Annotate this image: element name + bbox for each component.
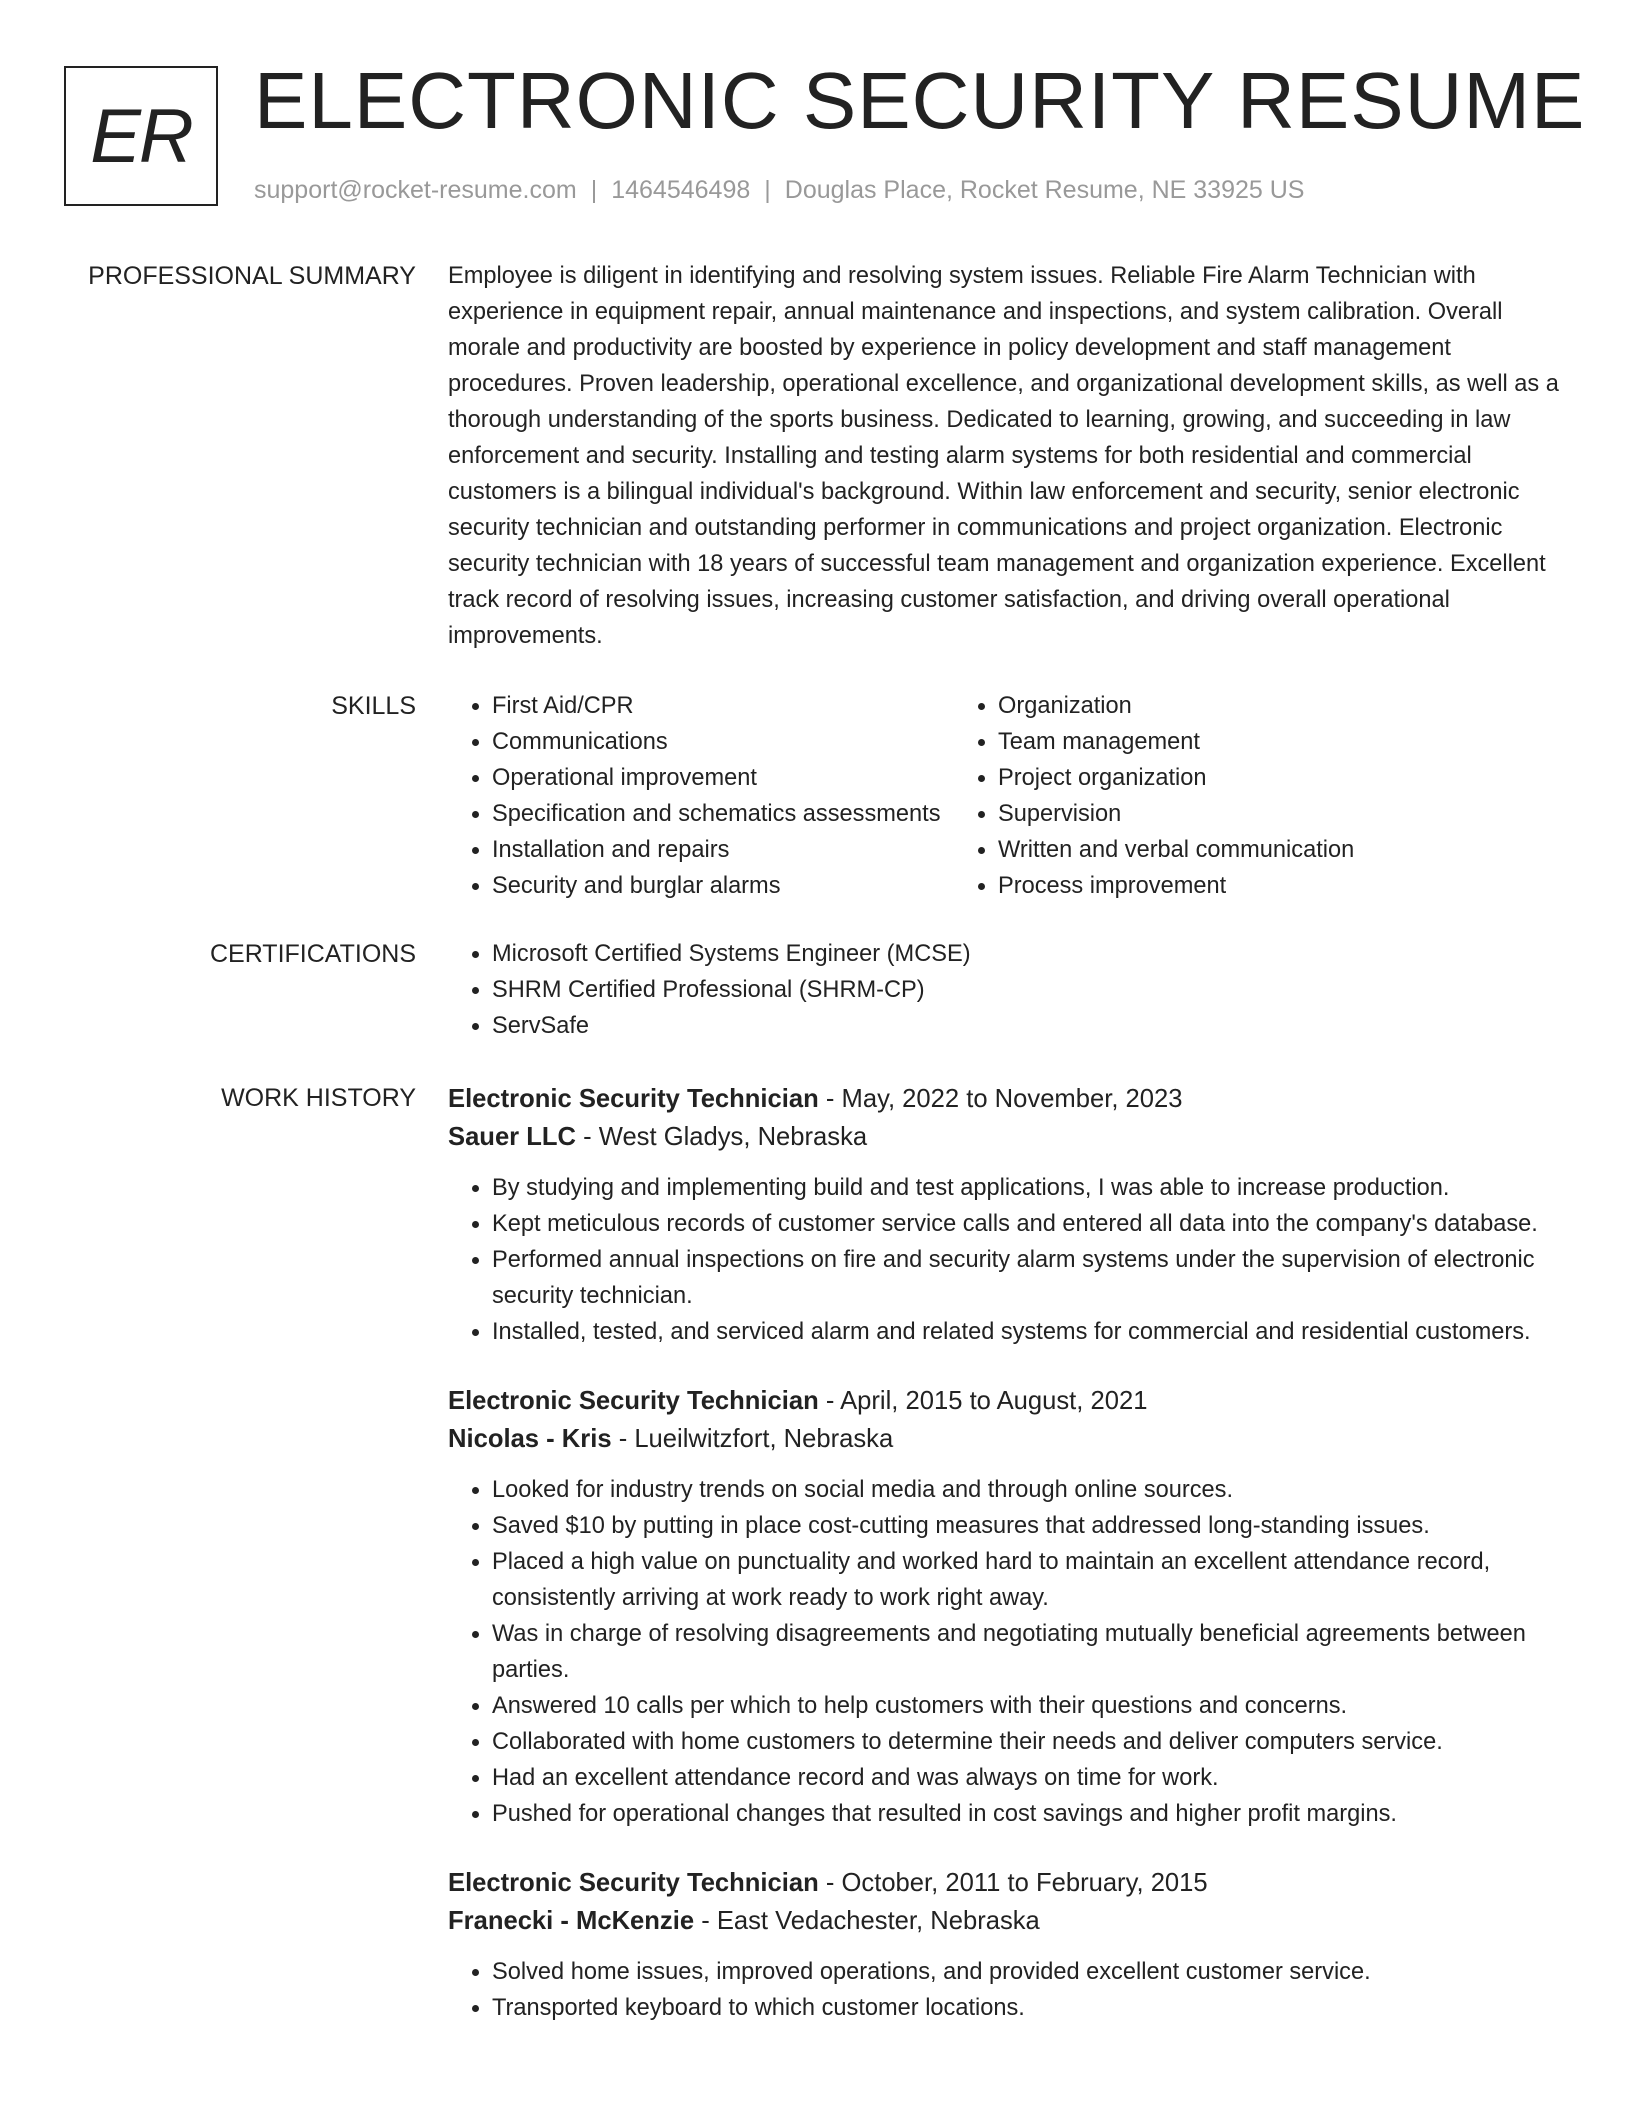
job-location: - East Vedachester, Nebraska (694, 1907, 1040, 1935)
job-bullet: • Placed a high value on punctuality and worked hard to maintain an excellent attendance record, consistently arriving at work ready to work right away. (492, 1544, 1568, 1616)
skills-content (448, 688, 1568, 904)
job-bullet: • By studying and implementing build and test applications, I was able to increase production. (492, 1170, 1568, 1206)
skill-item: • Installation and repairs (492, 832, 954, 868)
job-company: Nicolas - Kris (448, 1425, 612, 1453)
summary-text: Employee is diligent in identifying and resolving system issues. Reliable Fire Alarm Technician with experience in equipment repair, annual maintenance and inspections, and system calibration. Overall morale and productivity are boosted by experience in policy development and staff management procedures. Proven leadership, operational excellence, and organizational development skills, as well as a thorough understanding of the sports business. Dedicated to learning, growing, and succeeding in law enforcement and security. Installing and testing alarm systems for both residential and commercial customers is a bilingual individual's background. Within law enforcement and security, senior electronic security technician and outstanding performer in communications and project organization. Electronic security technician with 18 years of successful team management and organization experience. Excellent track record of resolving issues, increasing customer satisfaction, and driving overall operational improvements. (448, 263, 1559, 649)
separator: | (590, 176, 598, 204)
job-title: Electronic Security Technician (448, 1869, 819, 1897)
job-bullet: • Looked for industry trends on social media and through online sources. (492, 1472, 1568, 1508)
job-bullet: • Was in charge of resolving disagreements and negotiating mutually beneficial agreements between parties. (492, 1616, 1568, 1688)
job-dates: - October, 2011 to February, 2015 (818, 1869, 1208, 1897)
phone: 1464546498 (611, 176, 751, 204)
section-label: SKILLS (331, 692, 416, 720)
job-company: Sauer LLC (448, 1123, 576, 1151)
work-content (448, 1080, 1568, 2026)
certification-item: • ServSafe (492, 1008, 1568, 1044)
job-company-line (448, 1902, 1568, 1940)
job-title: Electronic Security Technician (448, 1387, 819, 1415)
certification-item: • SHRM Certified Professional (SHRM-CP) (492, 972, 1568, 1008)
job-title-line (448, 1382, 1568, 1420)
email[interactable]: support@rocket-resume.com (254, 176, 577, 204)
section-label: PROFESSIONAL SUMMARY (88, 262, 416, 290)
job-bullet: • Collaborated with home customers to determine their needs and deliver computers service. (492, 1724, 1568, 1760)
job-entry (448, 1382, 1568, 1832)
skill-item: • Specification and schematics assessments (492, 796, 954, 832)
job-bullet: • Answered 10 calls per which to help customers with their questions and concerns. (492, 1688, 1568, 1724)
skill-item: • Communications (492, 724, 954, 760)
skill-item: • Operational improvement (492, 760, 954, 796)
job-location: - Lueilwitzfort, Nebraska (611, 1425, 894, 1453)
job-company-line (448, 1420, 1568, 1458)
job-title-line (448, 1864, 1568, 1902)
contact-line (254, 174, 1304, 206)
job-title-line (448, 1080, 1568, 1118)
skills-right-list (954, 688, 1354, 904)
section-label: WORK HISTORY (221, 1084, 416, 1112)
monogram: ER (64, 66, 218, 206)
separator: | (764, 176, 771, 204)
job-dates: - May, 2022 to November, 2023 (818, 1085, 1183, 1113)
job-bullets (448, 1472, 1568, 1832)
skill-item: • Written and verbal communication (998, 832, 1354, 868)
address: Douglas Place, Rocket Resume, NE 33925 US (784, 176, 1305, 204)
job-location: - West Gladys, Nebraska (576, 1123, 868, 1151)
job-entry (448, 1080, 1568, 1350)
skill-item: • Security and burglar alarms (492, 868, 954, 904)
job-bullets (448, 1954, 1568, 2026)
job-bullet: • Pushed for operational changes that resulted in cost savings and higher profit margins. (492, 1796, 1568, 1832)
job-title: Electronic Security Technician (448, 1085, 819, 1113)
certification-item: • Microsoft Certified Systems Engineer (MCSE) (492, 936, 1568, 972)
job-dates: - April, 2015 to August, 2021 (818, 1387, 1148, 1415)
job-bullet: • Installed, tested, and serviced alarm and related systems for commercial and residential customers. (492, 1314, 1568, 1350)
summary-content (448, 258, 1568, 654)
job-bullet: • Transported keyboard to which customer locations. (492, 1990, 1568, 2026)
job-bullet: • Performed annual inspections on fire and security alarm systems under the supervision of electronic security technician. (492, 1242, 1568, 1314)
skill-item: • Process improvement (998, 868, 1354, 904)
job-bullets (448, 1170, 1568, 1350)
skills-left-list (448, 688, 954, 904)
job-entry (448, 1864, 1568, 2026)
job-bullet: • Solved home issues, improved operations, and provided excellent customer service. (492, 1954, 1568, 1990)
job-bullet: • Had an excellent attendance record and was always on time for work. (492, 1760, 1568, 1796)
skill-item: • Supervision (998, 796, 1354, 832)
section-label: CERTIFICATIONS (209, 940, 416, 968)
resume-title: ELECTRONIC SECURITY RESUME (254, 56, 1586, 145)
job-company-line (448, 1118, 1568, 1156)
certifications-content (448, 936, 1568, 1044)
job-bullet: • Saved $10 by putting in place cost-cutting measures that addressed long-standing issues. (492, 1508, 1568, 1544)
certifications-list (448, 936, 1568, 1044)
job-company: Franecki - McKenzie (448, 1907, 695, 1935)
skill-item: • First Aid/CPR (492, 688, 954, 724)
skill-item: • Team management (998, 724, 1354, 760)
skill-item: • Organization (998, 688, 1354, 724)
skill-item: • Project organization (998, 760, 1354, 796)
job-bullet: • Kept meticulous records of customer service calls and entered all data into the company's database. (492, 1206, 1568, 1242)
